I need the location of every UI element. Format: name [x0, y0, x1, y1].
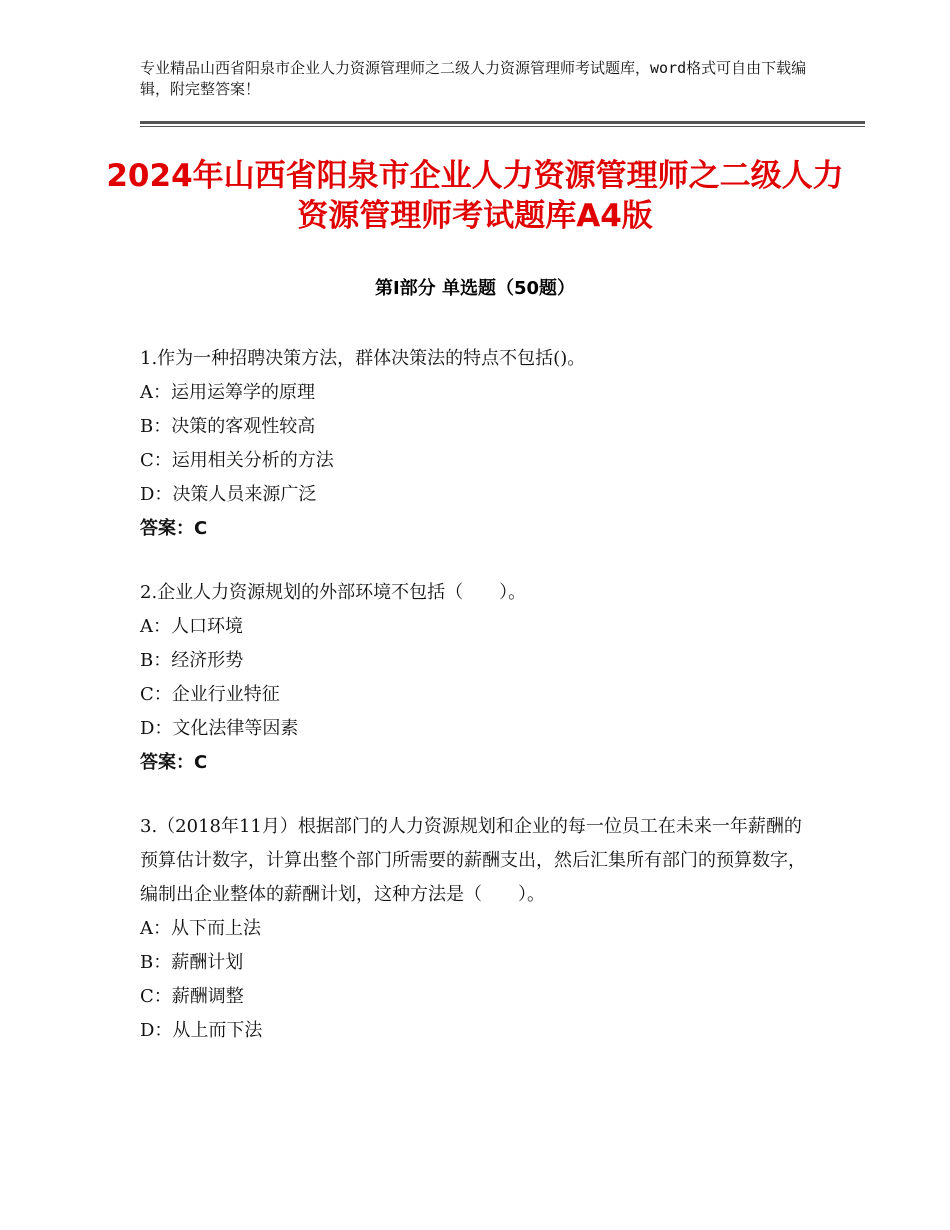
option-c: C：运用相关分析的方法	[140, 450, 334, 471]
question-1	[140, 342, 810, 546]
section-title: 第Ⅰ部分 单选题（50题）	[374, 278, 575, 299]
question-stem: 1.作为一种招聘决策方法，群体决策法的特点不包括()。	[140, 348, 586, 369]
question-stem: 2.企业人力资源规划的外部环境不包括（ ）。	[140, 582, 527, 603]
header-rule-thick	[140, 121, 865, 124]
option-a: A：人口环境	[140, 616, 243, 637]
option-d: D：决策人员来源广泛	[140, 484, 317, 505]
option-a: A：运用运筹学的原理	[140, 382, 315, 403]
option-b: B：决策的客观性较高	[140, 416, 316, 437]
answer-line: 答案：C	[140, 752, 208, 773]
option-d: D：文化法律等因素	[140, 718, 299, 739]
option-b: B：薪酬计划	[140, 952, 244, 973]
answer-line: 答案：C	[140, 518, 208, 539]
option-c: C：企业行业特征	[140, 684, 280, 705]
header-rule-thin	[140, 126, 865, 127]
question-list	[140, 342, 810, 1078]
option-a: A：从下而上法	[140, 918, 261, 939]
question-stem: 3.（2018年11月）根据部门的人力资源规划和企业的每一位员工在未来一年薪酬的预算估计数字，计算出整个部门所需要的薪酬支出，然后汇集所有部门的预算数字，编制出企业整体的薪酬计划，这种方法是（ ）。	[140, 816, 806, 905]
question-2	[140, 576, 810, 780]
option-b: B：经济形势	[140, 650, 244, 671]
option-c: C：薪酬调整	[140, 986, 244, 1007]
question-3	[140, 810, 810, 1048]
header-note: 专业精品山西省阳泉市企业人力资源管理师之二级人力资源管理师考试题库，word格式可自由下载编辑，附完整答案！	[140, 59, 807, 98]
option-d: D：从上而下法	[140, 1020, 263, 1041]
document-title: 2024年山西省阳泉市企业人力资源管理师之二级人力资源管理师考试题库A4版	[106, 158, 844, 234]
